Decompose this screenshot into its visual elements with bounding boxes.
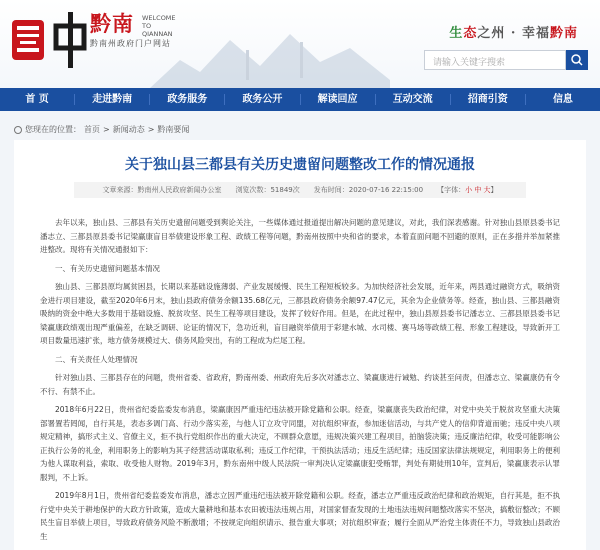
slogan <box>449 22 578 41</box>
nav-interpretation[interactable]: 解读回应 <box>317 94 358 105</box>
nav-services[interactable]: 政务服务 <box>167 94 208 105</box>
slogan-part1: 生 <box>449 26 464 41</box>
location-icon <box>14 126 22 134</box>
section-heading: 一、有关历史遗留问题基本情况 <box>55 263 160 273</box>
zhongguo-brush-logo <box>52 10 88 70</box>
article-meta <box>74 182 526 198</box>
article-paragraph: 2019年8月1日，贵州省纪委监委发布消息，潘志立因严重违纪违法被开除党籍和公职。经查，潘志立严重违反政治纪律和政治规矩，自行其是，拒不执行党中央关于耕地保护的大政方针政策，造成大量耕地和基本农田被违法违规占用，对国家督查发现的土地违法违规问题整改落实不坚决，搞敷衍整改；不顾民生盲目举债上项目，导致政府债务风险不断激增；不按规定向组织请示、报告重大事项；对抗组织审查；履行全面从严治党主体责任不力，导致独山县政治生 <box>40 491 560 541</box>
nav-info[interactable]: 信息 <box>552 94 573 105</box>
article-body <box>40 216 560 548</box>
search-button[interactable] <box>566 50 588 70</box>
search-icon <box>566 50 588 70</box>
article-paragraph: 针对独山县、三都县存在的问题，贵州省委、省政府，黔南州委、州政府先后多次对潘志立、梁赢康进行诫勉、约谈甚至问责，但潘志立、梁赢康仍有令不行、有禁不止。 <box>40 373 560 396</box>
font-size-end: 】 <box>490 186 498 194</box>
search-input[interactable]: 请输入关键字搜索 <box>424 50 566 70</box>
article-paragraph: 独山县、三都县原均属贫困县，长期以来基础设施薄弱、产业发展缓慢、民生工程短板较多。为加快经济社会发展，近年来，两县通过融资方式，吸纳资金进行项目建设，截至2020年6月末，独山县政府债务余额135.68亿元，三都县政府债务余额97.47亿元，其余为企业债务等。经查，独山县、三都县融资吸纳的资金中绝大多数用于基础设施、脱贫攻坚、民生工程等项目建设，发挥了较好作用。但是，在此过程中，独山县原县委书记潘志立、三都县原县委书记梁赢康政绩观出现严重偏差，在缺乏调研、论证的情况下，急功近利，盲目融资举债用于彩建水城、水司楼、赛马场等政绩工程、形象工程建设，导致新开工项目数量迅速扩张，地方债务规模过大、债务风险突出，有的工程成为烂尾工程。 <box>40 282 560 345</box>
breadcrumb-separator: > <box>147 125 155 134</box>
nav-about[interactable]: 走进黔南 <box>92 94 133 105</box>
font-size-options[interactable]: 小 中 大 <box>465 186 491 194</box>
article-paragraph: 2018年6月22日，贵州省纪委监委发布消息，梁赢康因严重违纪违法被开除党籍和公职。经查，梁赢康丧失政治纪律，对党中央关于脱贫攻坚重大决策部署置若罔闻，自行其是，表态多调门高、行动少落实差，与他人订立攻守同盟，对抗组织审查，参加迷信活动，与共产党人的信仰背道而驰；违反中央八项规定精神，搞形式主义、官僚主义，拒不执行党组织作出的重大决定，不顾群众意愿，违规决策兴建工程项目，拍脑袋决策；违反廉洁纪律，收受可能影响公正执行公务的礼金，利用职务上的影响为其子经营活动谋取私利；违反工作纪律，干预执法活动；违反生活纪律；违反国家法律法规规定，利用职务上的便利为他人谋取利益，索取、收受他人财物。2019年3月，黔东南州中级人民法院一审判决认定梁赢康犯受贿罪，判处有期徒刑10年，宣判后，梁赢康表示认罪服判，不上诉。 <box>40 405 560 482</box>
font-size-label: 【字体： <box>437 186 466 194</box>
slogan-part3: 之州 · 幸福 <box>477 26 550 41</box>
site-header <box>0 0 600 88</box>
article-views: 浏览次数：51849次 <box>235 186 300 194</box>
nav-open-affairs[interactable]: 政务公开 <box>242 94 283 105</box>
article-title: 关于独山县三都县有关历史遗留问题整改工作的情况通报 <box>125 157 475 173</box>
logo-subtitle: 黔南州政府门户网站 <box>90 39 171 48</box>
article-date: 发布时间：2020-07-16 22:15:00 <box>313 186 424 194</box>
slogan-part4: 黔南 <box>549 26 578 41</box>
nav-interaction[interactable]: 互动交流 <box>392 94 433 105</box>
article-source: 文章来源：黔南州人民政府新闻办公室 <box>102 186 222 194</box>
nav-investment[interactable]: 招商引资 <box>467 94 508 105</box>
article-paragraph: 去年以来，独山县、三都县有关历史遗留问题受到舆论关注，一些媒体通过报道提出解决问题的意见建议，对此，我们深表感谢。针对独山县原县委书记潘志立、三都县原县委书记梁赢康盲目举债建设形象工程、政绩工程等问题，黔南州按照中央和省的要求，本着直面问题不回避的原则，正在多措并举加紧推进整改。现将有关情况通报如下： <box>40 218 560 254</box>
font-size-control <box>437 185 497 195</box>
main-nav <box>0 88 600 111</box>
breadcrumb <box>14 124 189 135</box>
qiannan-seal-icon <box>8 14 48 64</box>
section-heading: 二、有关责任人处理情况 <box>55 354 138 364</box>
breadcrumb-home[interactable]: 首页 <box>84 125 100 134</box>
logo-welcome-text: WELCOME TO QIANNAN <box>142 14 176 38</box>
logo-city-name: 黔南 <box>90 11 134 36</box>
mountain-illustration <box>150 20 390 88</box>
article-panel <box>14 140 586 550</box>
slogan-part2: 态 <box>463 26 478 41</box>
breadcrumb-separator: > <box>103 125 110 134</box>
nav-home[interactable]: 首 页 <box>25 94 49 105</box>
breadcrumb-news[interactable]: 新闻动态 <box>112 125 145 134</box>
breadcrumb-current[interactable]: 黔南要闻 <box>157 125 190 134</box>
breadcrumb-prefix: 您现在的位置： <box>25 125 81 134</box>
